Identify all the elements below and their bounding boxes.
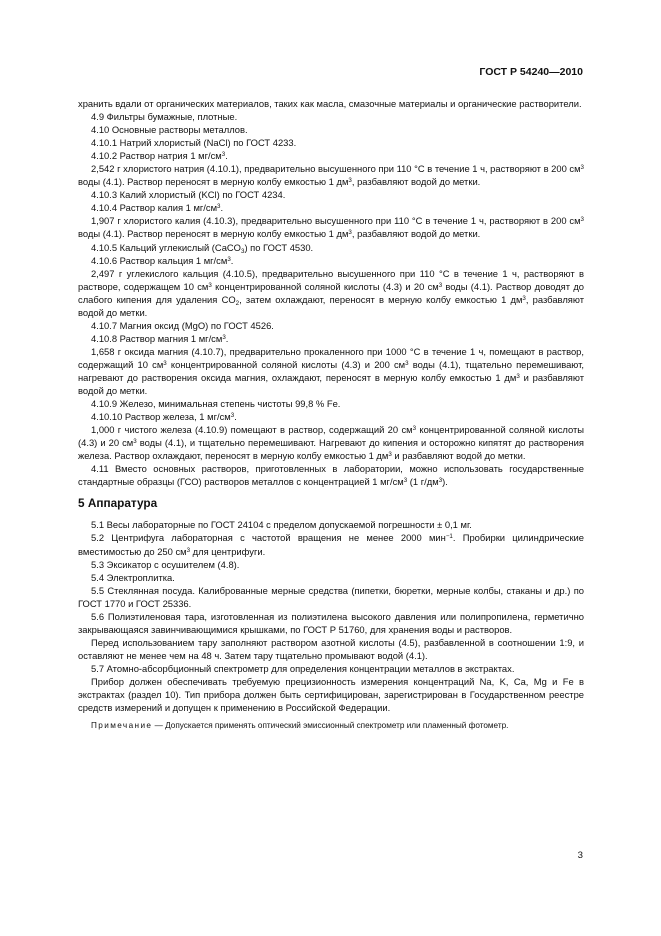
item-5-7: 5.7 Атомно-абсорбционный спектрометр для определения концентрации металлов в экстрактах. [91, 662, 515, 674]
item-5-3: 5.3 Эксикатор с осушителем (4.8). [91, 558, 240, 570]
item-4-10-2: 4.10.2 Раствор натрия 1 $мг/см^3$. [91, 150, 228, 162]
paragraph-potassium-solution: 1,907 г хлористого калия (4.10.3), предварительно высушенного при 110 °С в течение 1 ч, растворяют в 200 $см^3$ воды (4.1). Раствор переносят в мерную колбу емкостью 1 $дм^3$, разбавляют водой до метки. [78, 215, 584, 240]
note-label: Примечание [91, 721, 153, 731]
paragraph-instrument-requirements: Прибор должен обеспечивать требуемую прецизионность измерения концентраций Na, K, Ca, Mg и Fe в экстрактах (раздел 10). Тип прибора должен быть сертифицирован, зарегистрирован в Государственном реестре средств измерений и допущен к применению в Российской Федерации. [78, 675, 584, 714]
paragraph-iron-solution: 1,000 г чистого железа (4.10.9) помещают в раствор, содержащий 20 $см^3$ концентрированной соляной кислоты (4.3) и 20 $см^3$ воды (4.1), и тщательно перемешивают. Нагревают до кипения и осторожно кипятят до растворения железа. Раствор охлаждают, переносят в мерную колбу емкостью 1 $дм^3$ и разбавляют водой до метки. [78, 424, 584, 462]
item-5-6: 5.6 Полиэтиленовая тара, изготовленная из полиэтилена высокого давления или полипропилена, герметично закрывающаяся завинчивающимися крышками, по ГОСТ Р 51760, для хранения воды и растворов. [78, 610, 584, 635]
item-4-10-1: 4.10.1 Натрий хлористый (NaCl) по ГОСТ 4233. [91, 137, 297, 149]
item-4-10-5: 4.10.5 Кальций углекислый (CaCO$_3$) по ГОСТ 4530. [91, 241, 314, 255]
paragraph-storage: хранить вдали от органических материалов, таких как масла, смазочные материалы и органические растворители. [78, 98, 582, 109]
section-heading-apparatus: 5 Аппаратура [78, 496, 158, 511]
item-4-10-4: 4.10.4 Раствор калия 1 $мг/см^3$. [91, 202, 224, 214]
item-5-5: 5.5 Стеклянная посуда. Калиброванные мерные средства (пипетки, бюретки, мерные колбы, стаканы и др.) по ГОСТ 1770 и ГОСТ 25336. [78, 584, 584, 609]
note-text: — Допускается применять оптический эмиссионный спектрометр или пламенный фотометр. [152, 721, 509, 731]
paragraph-calcium-solution: 2,497 г углекислого кальция (4.10.5), предварительно высушенного при 110 °С в течение 1 ч, растворяют в растворе, содержащем 10 $см^3$ концентрированной соляной кислоты (4.3) и 20 $см^3$ воды (4.1). Раствор доводят до слабого кипения для удаления $CO_2$, затем охлаждают, переносят в мерную колбу емкостью 1 $дм^3$, разбавляют водой до метки. [78, 267, 585, 318]
item-5-2: 5.2 Центрифуга лабораторная с частотой вращения не менее 2000 мин$^{-1}$. Пробирки цилиндрические вместимостью до 250 $см^3$ для центрифуги. [78, 532, 584, 557]
item-4-10-9: 4.10.9 Железо, минимальная степень чистоты 99,8 % Fe. [91, 398, 341, 410]
item-4-10-8: 4.10.8 Раствор магния 1 $мг/см^3$. [91, 332, 229, 344]
paragraph-magnesium-solution: 1,658 г оксида магния (4.10.7), предварительно прокаленного при 1000 °С в течение 1 ч, помещают в раствор, содержащий 10 $см^3$ концентрированной соляной кислоты (4.3) и 200 $см^3$ воды (4.1), тщательно перемешивают, нагревают до растворения оксида магния, охлаждают, переносят в мерную колбу емкостью 1 $дм^3$ и разбавляют водой до метки. [78, 345, 584, 397]
item-4-10-10: 4.10.10 Раствор железа, 1 $мг/см^3$. [91, 411, 237, 423]
item-4-10-3: 4.10.3 Калий хлористый (KCl) по ГОСТ 4234. [91, 189, 286, 201]
item-4-10-6: 4.10.6 Раствор кальция 1 $мг/см^3$. [91, 254, 234, 266]
paragraph-container-prep: Перед использованием тару заполняют раствором азотной кислоты (4.5), разбавленной в соотношении 1:9, и оставляют не менее чем на 48 ч. Затем тару тщательно промывают водой (4.1). [78, 636, 584, 661]
document-header: ГОСТ Р 54240—2010 [479, 66, 583, 78]
item-5-4: 5.4 Электроплитка. [91, 571, 175, 583]
page-number: 3 [577, 850, 583, 861]
item-4-10-7: 4.10.7 Магния оксид (MgO) по ГОСТ 4526. [91, 319, 274, 331]
item-5-1: 5.1 Весы лабораторные по ГОСТ 24104 с пределом допускаемой погрешности ± 0,1 мг. [91, 519, 472, 531]
item-4-11: 4.11 Вместо основных растворов, приготовленных в лаборатории, можно использовать государственные стандартные образцы (ГСО) растворов металлов с концентрацией 1 $мг/см^3$ (1 $г/дм^3$). [78, 463, 584, 488]
item-4-10: 4.10 Основные растворы металлов. [91, 124, 248, 136]
document-body [78, 97, 584, 732]
note [78, 720, 584, 732]
paragraph-sodium-solution: 2,542 г хлористого натрия (4.10.1), предварительно высушенного при 110 °С в течение 1 ч, растворяют в 200 $см^3$ воды (4.1). Раствор переносят в мерную колбу емкостью 1 $дм^3$, разбавляют водой до метки. [78, 163, 584, 188]
item-4-9: 4.9 Фильтры бумажные, плотные. [91, 111, 238, 123]
